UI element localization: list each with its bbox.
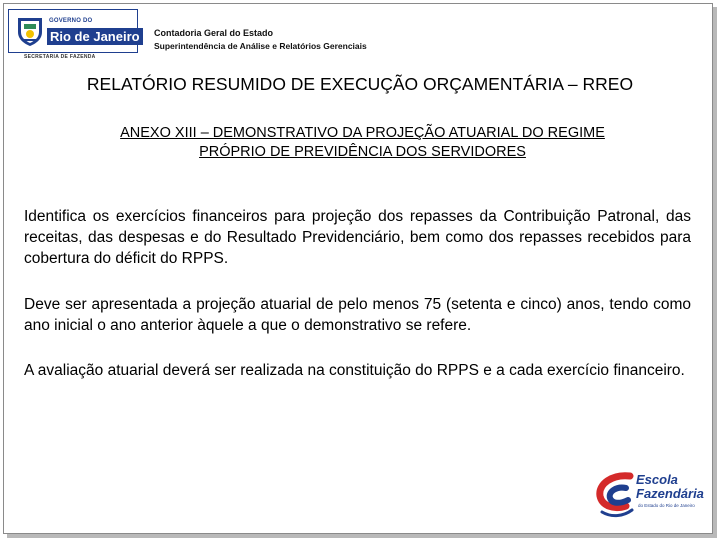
annex-heading-line-2: PRÓPRIO DE PREVIDÊNCIA DOS SERVIDORES [199,144,526,160]
logo-box [8,9,138,53]
escola-line-1: Escola [636,472,678,487]
page-title: RELATÓRIO RESUMIDO DE EXECUÇÃO ORÇAMENTÁRIA – RREO [86,74,634,94]
escola-fazendaria-logo [594,466,706,522]
escola-line-2: Fazendária [636,486,704,501]
escola-line-3: do Estado do Rio de Janeiro [638,503,695,508]
header-line-1: Contadoria Geral do Estado [154,28,274,38]
paragraph-2: Deve ser apresentada a projeção atuarial de pelo menos 75 (setenta e cinco) anos, tendo como ano inicial o ano anterior àquele a que o demonstrativo se refere. [24,296,691,334]
government-logo [8,9,144,61]
escola-swirl-icon [594,466,636,522]
paragraph-1: Identifica os exercícios financeiros para projeção dos repasses da Contribuição Patronal, das receitas, das despesas e do Resultado Previdenciário, bem como dos repasses recebidos para cobertura do déficit do RPPS. [24,208,691,267]
header-line-2: Superintendência de Análise e Relatórios Gerenciais [154,41,367,51]
logo-secretaria: SECRETARIA DE FAZENDA [24,54,96,60]
annex-heading [30,124,695,162]
paragraph-3: A avaliação atuarial deverá ser realizada na constituição do RPPS e a cada exercício financeiro. [24,362,685,379]
logo-gov-big: Rio de Janeiro [47,28,143,45]
crest-icon [15,15,45,47]
annex-heading-line-1: ANEXO XIII – DEMONSTRATIVO DA PROJEÇÃO ATUARIAL DO REGIME [120,125,605,141]
logo-gov-small: GOVERNO DO [49,18,93,24]
